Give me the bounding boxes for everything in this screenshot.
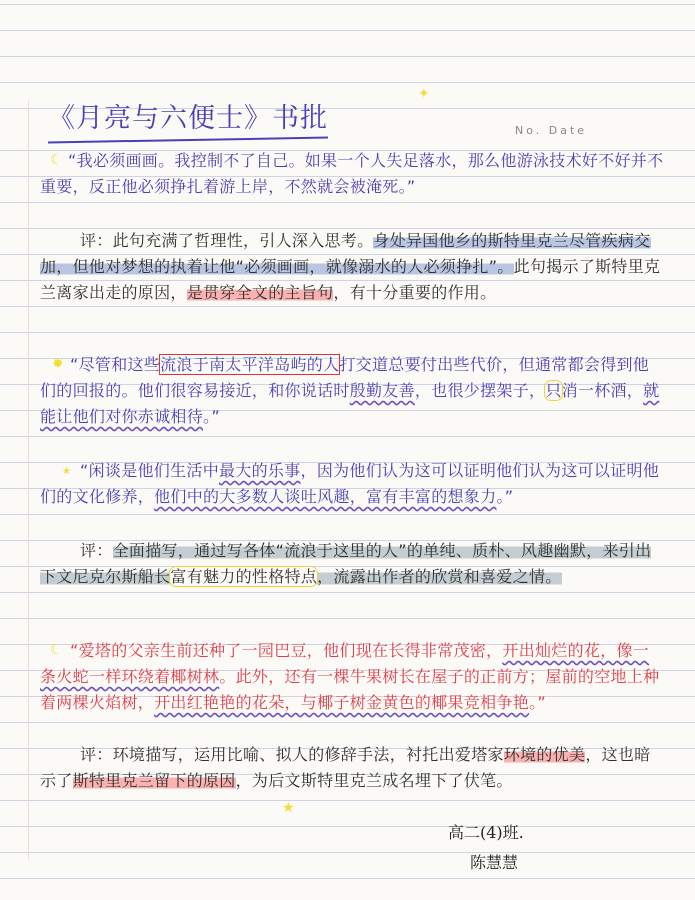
quote-text: 。” (529, 693, 546, 712)
quote-text: “闲谈是他们生活中 (80, 461, 219, 480)
comment-text: 评：此句充满了哲理性，引人深入思考。 (80, 231, 374, 250)
comment-highlight: 斯特里克兰留下的原因 (72, 771, 236, 790)
quote-underlined: 开出灿烂的花，像一条火蛇一样环绕着椰树林 (40, 641, 650, 686)
comment-highlight: 是贯穿全文的主旨句 (186, 283, 334, 302)
comment-text: ，这也暗示了 (40, 745, 651, 790)
star-icon: ★ (282, 800, 295, 816)
no-date-label: No. Date (515, 124, 588, 137)
section-3-quote (40, 638, 665, 716)
author-name: 陈慧慧 (470, 853, 519, 872)
section-2-comment (40, 538, 665, 590)
quote-text: “爱塔的父亲生前还种了一园巴豆，他们现在长得非常茂密， (70, 641, 503, 660)
quote-underlined: 开出红艳艳的花朵，与椰子树金黄色的椰果竞相争艳 (154, 693, 530, 712)
quote-underlined: 最大的乐事 (219, 461, 301, 480)
comment-text: 评：环境描写，运用比喻、拟人的修辞手法，衬托出爱塔家 (80, 745, 504, 764)
comment-text: ，为后文斯特里克兰成名埋下了伏笔。 (235, 771, 513, 790)
quote-boxed: 流浪于南太平洋岛屿的人 (160, 355, 340, 374)
quote-underlined: 殷勤友善 (349, 381, 415, 400)
comment-boxed: 富有魅力的性格特点 (170, 567, 318, 586)
quote-text: “尽管和这些 (70, 355, 161, 374)
moon-icon: ☾ (50, 642, 63, 658)
quote-underlined: 他们中的大多数人谈吐风趣，富有丰富的想象力 (154, 487, 497, 506)
quote-text: 打交道总要付出些代价，但通常都会得到他们的回报的。他们很容易接近，和你说话时 (40, 355, 650, 400)
comment-text: 此句揭示了斯特里克兰离家出走的原因， (40, 257, 661, 302)
moon-icon: ☾ (50, 152, 63, 168)
quote-boxed: 只 (545, 381, 562, 400)
section-2-quote (40, 352, 665, 430)
comment-highlight: 身处异国他乡的斯特里克兰尽管疾病交加，但他对梦想的执着让他“必须画画，就像溺水的人必须挣扎”。 (40, 231, 651, 276)
section-1-quote (40, 148, 665, 200)
quote-text: “我必须画画。我控制不了自己。如果一个人失足落水，那么他游泳技术好不好并不重要，反正他必须挣扎着游上岸，不然就会被淹死。” (40, 151, 664, 196)
quote-text: 消一杯酒， (561, 381, 644, 400)
comment-text: 评： (80, 541, 113, 560)
quote-underlined: 就能让他们对你赤诚相待 (40, 381, 660, 426)
comment-text: ，有十分重要的作用。 (333, 283, 497, 302)
title-underline (48, 137, 328, 144)
comment-highlight: ，流露出作者的欣赏和喜爱之情。 (317, 567, 562, 586)
section-2-quote-2 (40, 458, 665, 510)
star-icon: ★ (62, 466, 71, 477)
quote-text: 。此外，还有一棵牛果树长在屋子的正前方；屋前的空地上种着两棵火焰树， (40, 667, 660, 712)
section-1-comment (40, 228, 665, 306)
quote-text: ，也很少摆架子， (414, 381, 546, 400)
margin-line (28, 100, 29, 860)
comment-highlight: 全面描写，通过写各体“流浪于这里的人”的单纯、质朴、风趣幽默，来引出下文尼克尔斯船长 (40, 541, 652, 586)
star-icon: ✦ (418, 86, 430, 102)
quote-text: 。” (203, 407, 220, 426)
page-title (48, 96, 328, 135)
star-icon: ✸ (52, 356, 64, 372)
quote-text: 。” (496, 487, 514, 506)
class-label: 高二(4)班. (448, 823, 524, 842)
comment-highlight: 环境的优美 (503, 745, 586, 764)
quote-text: ，因为他们认为这可以证明他们认为这可以证明他们的文化修养， (40, 461, 660, 506)
title-text: 《月亮与六便士》书批 (48, 103, 328, 134)
section-3-comment (40, 742, 665, 794)
